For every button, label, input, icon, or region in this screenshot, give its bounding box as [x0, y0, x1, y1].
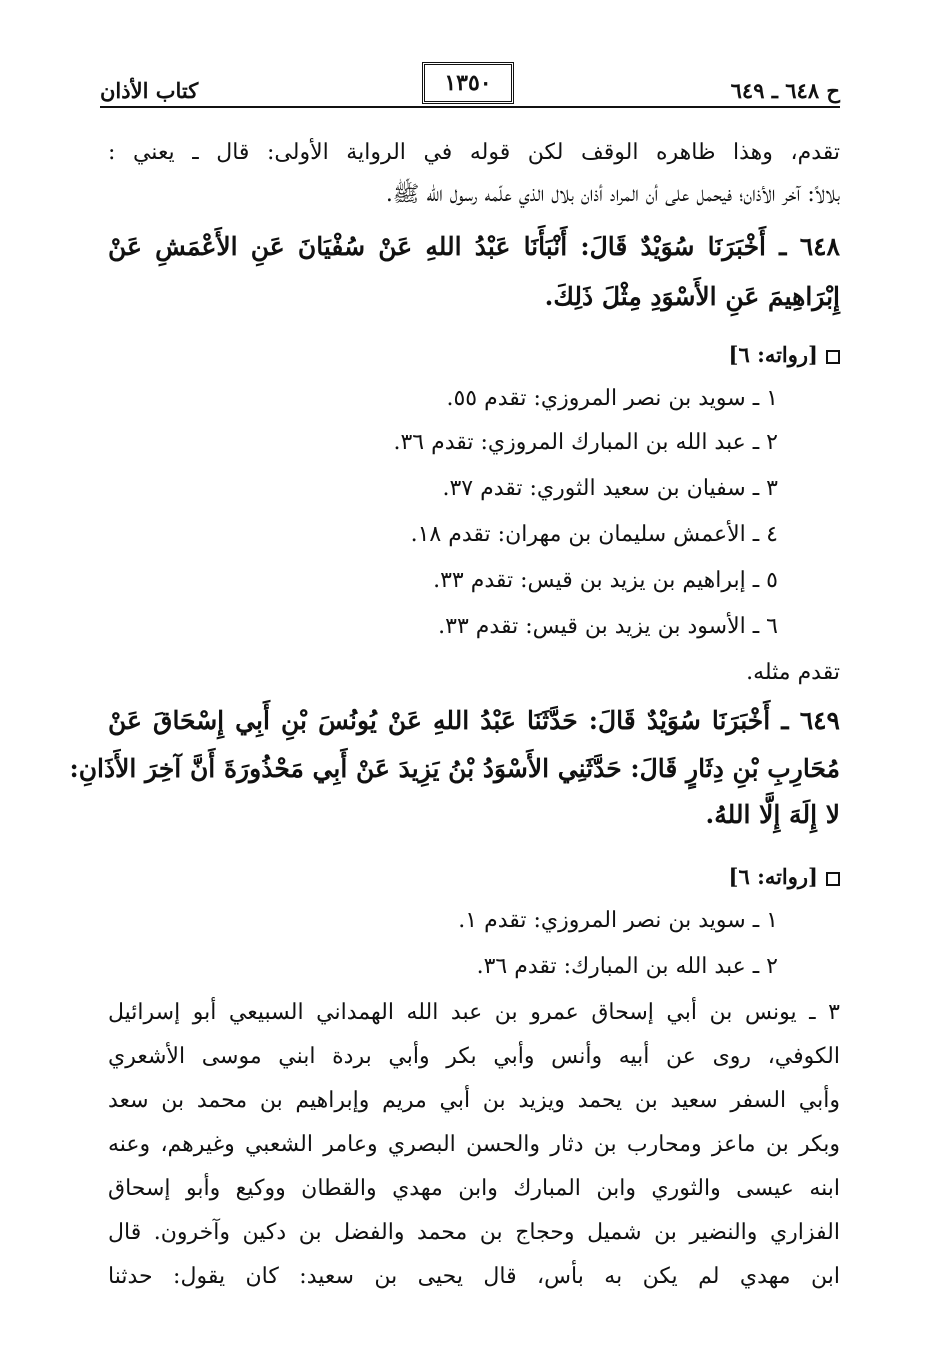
biography-line-4: وبكر بن ماعز ومحارب بن دثار والحسن البصري وعامر الشعبي وغيرهم، وعنه — [108, 1132, 840, 1157]
narrators-648-heading-text: [رواته: ٦] — [728, 342, 818, 367]
intro-line-2: بلالاً: آخر الأذان؛ فيحمل على أن المراد أذان بلال الذي علّمه رسول الله ﷺ. — [385, 182, 840, 207]
narrators-649-heading-text: [رواته: ٦] — [728, 864, 818, 889]
hadith-649-line-2: مُحَارِبِ بْنِ دِثَارٍ قَالَ: حَدَّثَنِي الأَسْوَدُ بْنُ يَزِيدَ عَنْ أَبِي مَحْذُورَةَ أَنَّ آخِرَ الأَذَانِ: — [69, 754, 840, 783]
narrator-648-item-5: ٥ ـ إبراهيم بن يزيد بن قيس: تقدم ٣٣. — [433, 568, 778, 593]
biography-line-1: ٣ ـ يونس بن أبي إسحاق عمرو بن عبد الله الهمداني السبيعي أبو إسرائيل — [108, 1000, 840, 1025]
hadith-649-line-3: لا إِلَهَ إِلَّا اللهُ. — [705, 800, 840, 829]
book-title: كتاب الأذان — [100, 78, 199, 103]
biography-line-2: الكوفي، روى عن أبيه وأنس وأبي بكر وأبي بردة ابني موسى الأشعري — [108, 1044, 840, 1069]
biography-line-7: ابن مهدي لم يكن به بأس، قال يحيى بن سعيد: كان يقول: حدثنا — [108, 1264, 840, 1289]
narrators-649-heading — [729, 862, 840, 892]
narrator-649-item-2: ٢ ـ عبد الله بن المبارك: تقدم ٣٦. — [476, 954, 778, 979]
hadith-648-line-1: ٦٤٨ ـ أَخْبَرَنَا سُوَيْدٌ قَالَ: أَنْبَأَنَا عَبْدُ اللهِ عَنْ سُفْيَانَ عَنِ الأَعْمَشِ عَنْ — [108, 232, 840, 261]
square-bullet-icon — [826, 350, 840, 364]
hadith-648-line-2: إِبْرَاهِيمَ عَنِ الأَسْوَدِ مِثْلَ ذَلِكَ. — [544, 282, 840, 311]
narrators-648-heading — [729, 340, 840, 370]
header-divider — [100, 106, 840, 108]
narrator-648-item-4: ٤ ـ الأعمش سليمان بن مهران: تقدم ١٨. — [410, 522, 778, 547]
narrator-648-item-6: ٦ ـ الأسود بن يزيد بن قيس: تقدم ٣٣. — [438, 614, 778, 639]
narrators-648-note: تقدم مثله. — [746, 660, 840, 685]
narrator-648-item-2: ٢ ـ عبد الله بن المبارك المروزي: تقدم ٣٦. — [393, 430, 778, 455]
square-bullet-icon — [826, 872, 840, 886]
biography-line-5: ابنه عيسى والثوري وابن المبارك وابن مهدي والقطان ووكيع وأبو إسحاق — [108, 1176, 840, 1201]
page-header — [100, 62, 840, 112]
hadith-range: ح ٦٤٨ ـ ٦٤٩ — [730, 78, 840, 103]
narrator-648-item-1: ١ ـ سويد بن نصر المروزي: تقدم ٥٥. — [446, 386, 778, 411]
biography-line-3: وأبي السفر سعيد بن يحمد ويزيد بن أبي مريم وإبراهيم بن محمد بن سعد — [108, 1088, 840, 1113]
hadith-649-line-1: ٦٤٩ ـ أَخْبَرَنَا سُوَيْدٌ قَالَ: حَدَّثَنَا عَبْدُ اللهِ عَنْ يُونُسَ بْنِ أَبِي إِسْحَاقَ عَنْ — [108, 706, 840, 735]
narrator-648-item-3: ٣ ـ سفيان بن سعيد الثوري: تقدم ٣٧. — [442, 476, 778, 501]
intro-line-1: تقدم، وهذا ظاهره الوقف لكن قوله في الرواية الأولى: قال ـ يعني : — [108, 140, 840, 165]
biography-line-6: الفزاري والنضير بن شميل وحجاج بن محمد والفضل بن دكين وآخرون. قال — [108, 1220, 840, 1245]
narrator-649-item-1: ١ ـ سويد بن نصر المروزي: تقدم ١. — [458, 908, 778, 933]
page-number: ١٣٥٠ — [422, 62, 514, 104]
